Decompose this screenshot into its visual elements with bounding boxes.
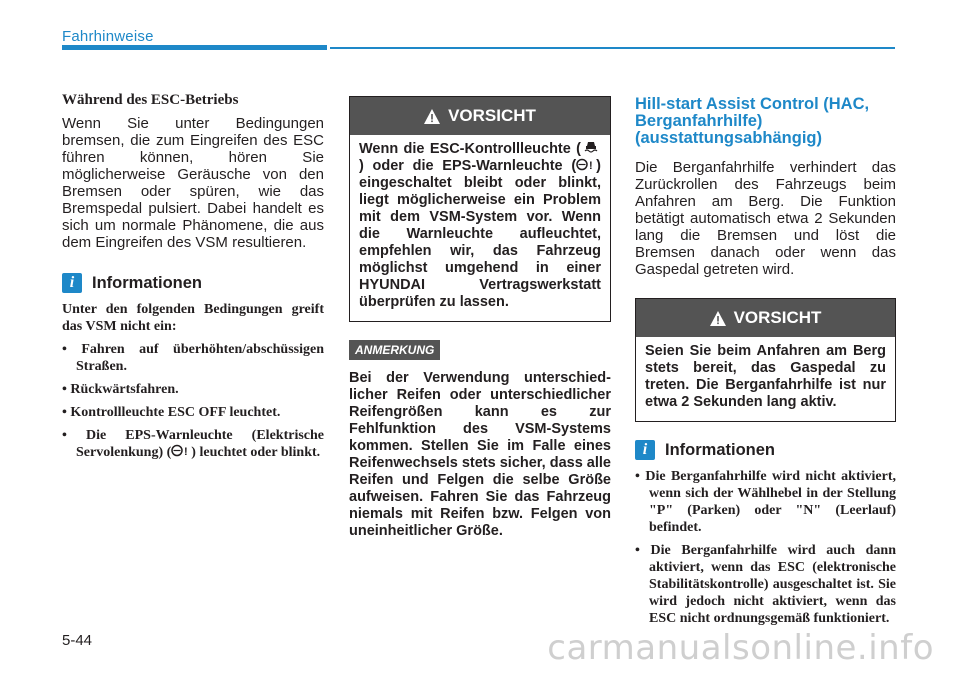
warning-triangle-icon — [424, 109, 440, 124]
section-title: Fahrhinweise — [62, 28, 154, 45]
info-title: Informationen — [92, 273, 202, 292]
caution-title: VORSICHT — [733, 308, 822, 327]
info-bullet-list — [635, 468, 896, 627]
list-item: • Fahren auf überhöhten/abschüssigen Straßen. — [62, 341, 324, 375]
info-title: Informationen — [665, 440, 775, 459]
eps-warning-icon — [171, 444, 191, 457]
hac-heading: Hill-start Assist Control (HAC, Berganfahrhilfe) (ausstattungsabhängig) — [635, 95, 870, 147]
list-item: • Die Berganfahrhilfe wird nicht aktiviert, wenn sich der Wählhebel in der Stellung "P" (Parken) oder "N" (Leerlauf) befindet. — [635, 468, 896, 536]
caution-text-part: ) eingeschaltet bleibt oder blinkt, liegt möglicherweise ein Problem mit dem VSM-System vor. Wenn die Warnleuchte aufleuchtet, empfehlen wir, das Fahrzeug möglichst umgehend in einer HYUNDAI Vertragswerkstatt überprüfen zu lassen. — [359, 158, 601, 310]
column-middle — [349, 96, 611, 540]
column-left — [62, 92, 324, 467]
caution-text-part: Wenn die ESC-Kontrollleuchte ( — [359, 141, 581, 157]
eps-warning-icon — [576, 158, 596, 171]
info-icon: i — [635, 440, 655, 460]
caution-text: Seien Sie beim Anfahren am Berg stets bereit, das Gaspedal zu treten. Die Berganfahrhilfe ist nur etwa 2 Sekunden lang aktiv. — [645, 343, 886, 410]
svg-text:!: ! — [184, 446, 188, 457]
caution-header — [350, 97, 610, 135]
list-item — [62, 427, 324, 461]
note-text: Bei der Verwendung unterschiedlicher Reifen oder unterschiedlicher Reifengrößen kann es zur Fehlfunktion des VSM-Systems kommen. Stellen Sie im Falle eines Reifenwechsels stets sicher, dass alle Reifen und Felgen die selbe Größe aufweisen. Fahren Sie das Fahrzeug niemals mit Reifen bzw. Felgen von uneinheitlicher Größe. — [349, 370, 611, 539]
caution-box — [349, 96, 611, 322]
esc-operation-heading: Während des ESC-Betriebs — [62, 92, 239, 108]
hac-paragraph: Die Berganfahrhilfe verhindert das Zurückrollen des Fahrzeugs beim Anfahren am Berg. Die Funktion betätigt automatisch etwa 2 Sekunden lang die Bremsen und löst die Bremsen danach oder wenn das Gaspedal getreten wird. — [635, 159, 896, 278]
caution-title: VORSICHT — [448, 106, 536, 125]
info-bullet-list — [62, 341, 324, 461]
caution-text — [350, 135, 610, 321]
header-accent-bar — [62, 45, 327, 50]
list-item: • Rückwärtsfahren. — [62, 381, 324, 398]
caution-text-part: ) oder die EPS-Warnleuchte ( — [359, 158, 577, 174]
bullet-text-b: ) leuchtet oder blinkt. — [191, 445, 321, 460]
caution-header — [636, 299, 895, 337]
column-right — [635, 96, 896, 633]
esc-operation-paragraph: Wenn Sie unter Bedingungen bremsen, die zum Eingreifen des ESC führen können, hören Sie möglicherweise Geräusche von den Bremsen oder spüren, wie das Bremspedal pulsiert. Dabei handelt es sich um normale Phänomene, die aus dem Eingreifen des VSM resultieren. — [62, 115, 324, 251]
list-item: • Kontrollleuchte ESC OFF leuchtet. — [62, 404, 324, 421]
svg-text:!: ! — [589, 160, 593, 171]
info-intro: Unter den folgenden Bedingungen greift das VSM nicht ein: — [62, 302, 324, 334]
esc-indicator-icon — [581, 141, 601, 154]
info-heading — [62, 273, 324, 293]
list-item: • Die Berganfahrhilfe wird auch dann aktiviert, wenn das ESC (elektronische Stabilitätskontrolle) ausgeschaltet ist. Sie wird jedoch nicht aktiviert, wenn das ESC nicht ordnungsgemäß funktioniert. — [635, 542, 896, 627]
page-number: 5-44 — [62, 632, 93, 649]
info-icon: i — [62, 273, 82, 293]
watermark: carmanualsonline.info — [547, 628, 934, 668]
caution-box — [635, 298, 896, 422]
header-rule — [330, 47, 895, 49]
info-heading — [635, 440, 896, 460]
note-tag: ANMERKUNG — [349, 340, 440, 360]
bullet-text-a: Die EPS-Warnleuchte (Elektrische Servolenkung) ( — [76, 428, 324, 460]
warning-triangle-icon — [710, 311, 726, 326]
